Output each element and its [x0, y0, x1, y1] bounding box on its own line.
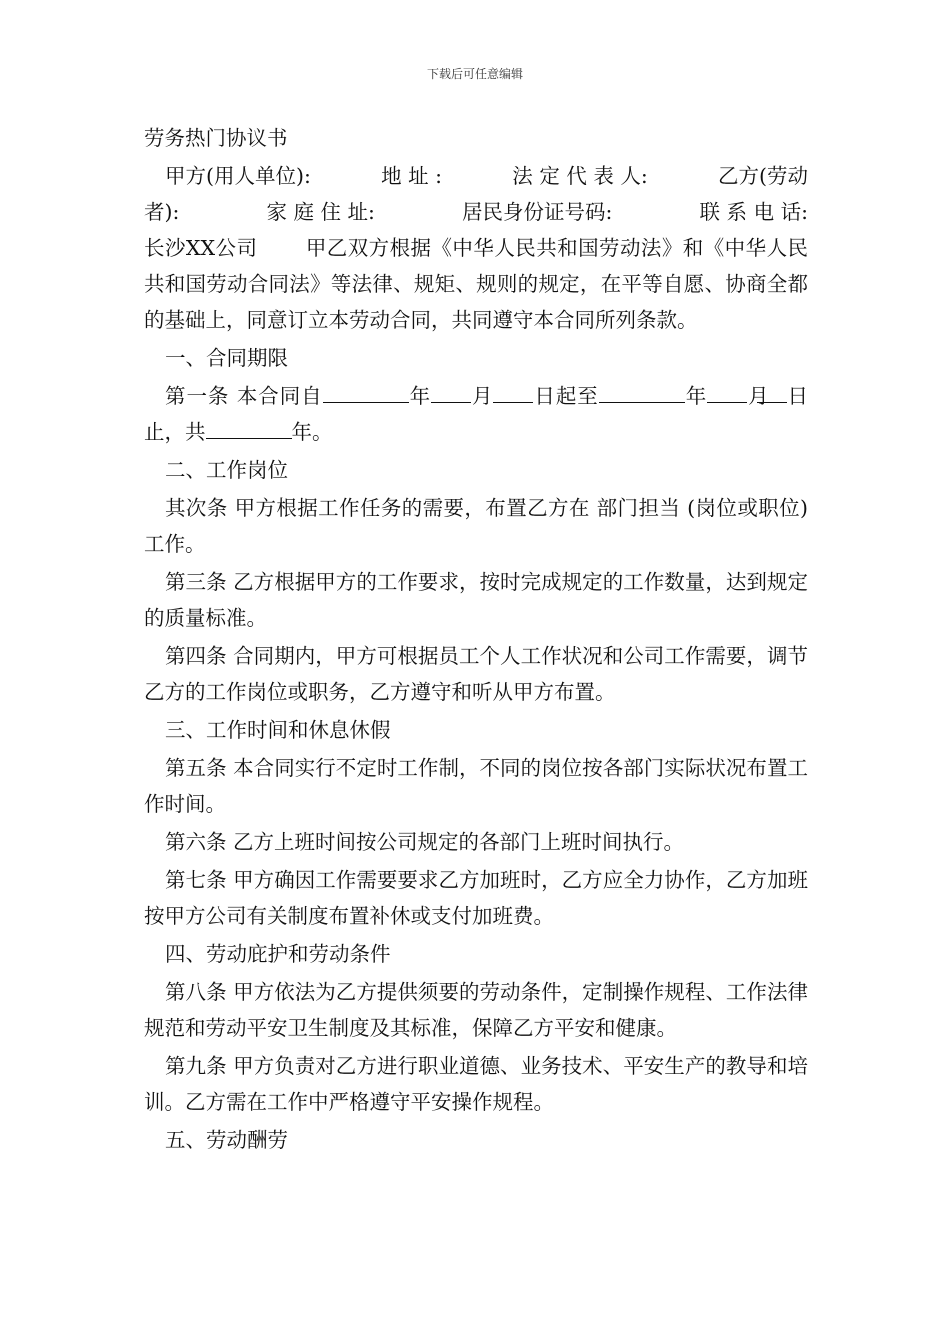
intro-paragraph: [144, 230, 808, 338]
section-heading-1: 一、合同期限: [165, 346, 288, 370]
party-info-line-1: [144, 158, 808, 194]
year-label: 年: [408, 384, 432, 408]
party-a-label: 甲方(用人单位):: [165, 164, 311, 188]
page-header-note: 下载后可任意编辑: [426, 67, 523, 81]
party-b-label-cont: 者):: [144, 200, 180, 224]
article-3: 第三条 乙方根据甲方的工作要求，按时完成规定的工作数量，达到规定的质量标准。: [144, 570, 808, 630]
section-heading-2: 二、工作岗位: [165, 458, 288, 482]
address-label: 地 址 :: [381, 164, 443, 188]
party-info-line-2: [144, 194, 808, 230]
intro-text-2: 人民共和国劳动合同法》等法律、规矩、规则的规定，在平等自愿、协商全都的基础上，同意订立本劳动合同，共同遵守本合同所列条款。: [144, 236, 809, 332]
section-heading-4: 四、劳动庇护和劳动条件: [165, 942, 391, 966]
article-9: 第九条 甲方负责对乙方进行职业道德、业务技术、平安生产的教导和培训。乙方需在工作中严格遵守平安操作规程。: [144, 1054, 808, 1114]
blank-start-month: [431, 380, 471, 403]
article-7: 第七条 甲方确因工作需要要求乙方加班时，乙方应全力协作，乙方加班按甲方公司有关制度布置补休或支付加班费。: [144, 868, 808, 928]
phone-label: 联 系 电 话:: [699, 200, 808, 224]
article-4: 第四条 合同期内，甲方可根据员工个人工作状况和公司工作需要，调节乙方的工作岗位或职务，乙方遵守和听从甲方布置。: [144, 644, 808, 704]
article-6: 第六条 乙方上班时间按公司规定的各部门上班时间执行。: [165, 830, 685, 854]
month-label-2: 月: [747, 384, 770, 408]
blank-end-day-b: [757, 380, 787, 403]
document-body: [144, 120, 808, 1158]
blank-start-day: [493, 380, 533, 403]
blank-end-month: [707, 380, 747, 403]
blank-start-year: [323, 380, 409, 403]
blank-end-year: [599, 380, 685, 403]
section-heading-3: 三、工作时间和休息休假: [165, 718, 391, 742]
intro-text-1: 甲乙双方根据《中华人民共和国劳动法》和《中华: [305, 236, 767, 260]
article-1-text: 第一条 本合同自: [165, 384, 323, 408]
day-label: 日起至: [533, 384, 599, 408]
article-1: [144, 378, 808, 450]
article-2: 其次条 甲方根据工作任务的需要，布置乙方在 部门担当 (岗位或职位)工作。: [144, 496, 808, 556]
month-label: 月: [471, 384, 494, 408]
years-label: 年。: [291, 420, 333, 444]
article-8: 第八条 甲方依法为乙方提供须要的劳动条件，定制操作规程、工作法律规范和劳动平安卫生制度及其标准，保障乙方平安和健康。: [144, 980, 808, 1040]
id-number-label: 居民身份证号码:: [462, 200, 613, 224]
party-b-label: 乙方(劳动: [718, 164, 808, 188]
article-5: 第五条 本合同实行不定时工作制，不同的岗位按各部门实际状况布置工作时间。: [144, 756, 808, 816]
legal-rep-label: 法 定 代 表 人:: [512, 164, 648, 188]
year-label-2: 年: [684, 384, 708, 408]
day-label-2: 日止，共: [144, 384, 809, 444]
company-name: 长沙XX公司: [144, 236, 258, 260]
home-address-label: 家 庭 住 址:: [266, 200, 375, 224]
blank-term-years: [206, 416, 292, 439]
document-title: 劳务热门协议书: [144, 126, 288, 150]
section-heading-5: 五、劳动酬劳: [165, 1128, 288, 1152]
